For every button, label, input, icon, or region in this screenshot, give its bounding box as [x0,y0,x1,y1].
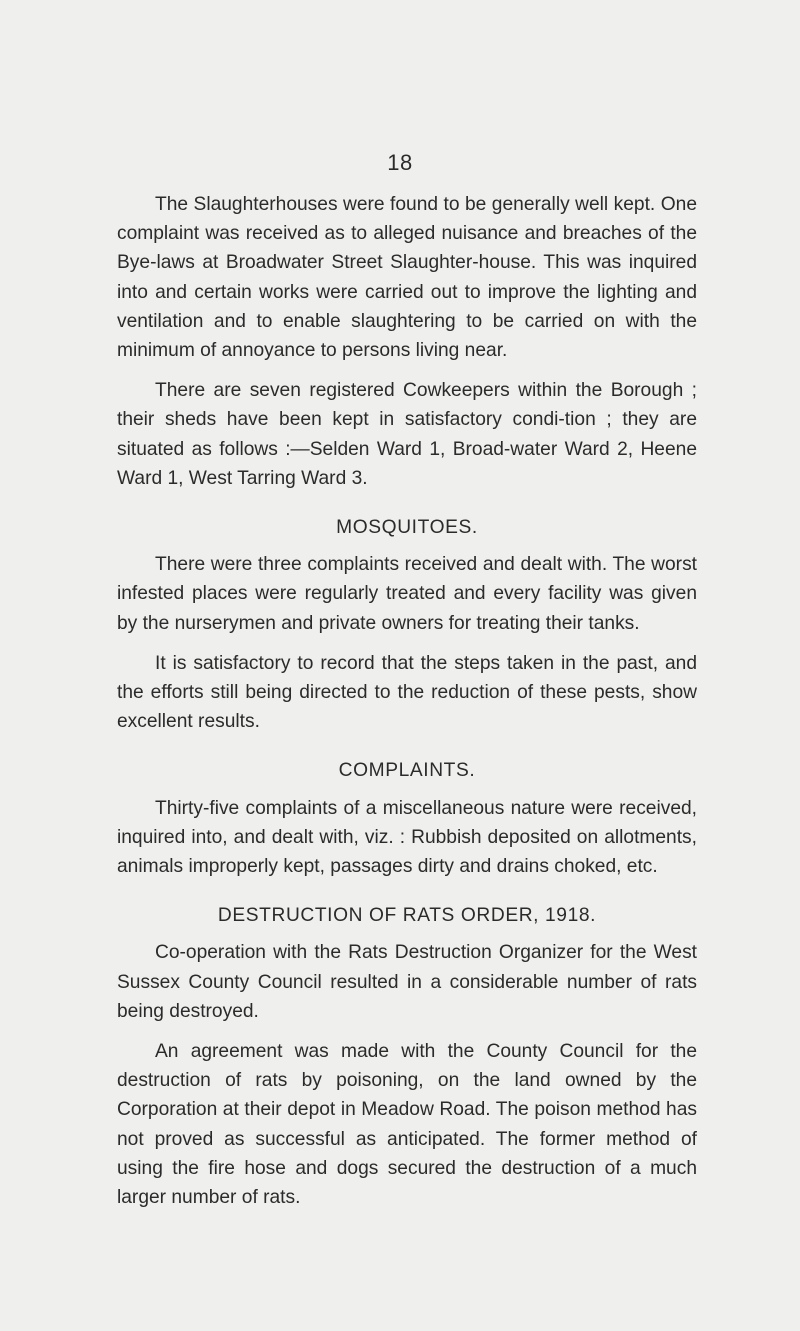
paragraph-rats-cooperation: Co-operation with the Rats Destruction Organizer for the West Sussex County Council resulted in a considerable number of rats being destroyed. [117,942,697,1022]
heading-mosquitoes: MOSQUITOES. [336,517,478,539]
paragraph-mosquito-results: It is satisfactory to record that the steps taken in the past, and the efforts still being directed to the reduction of these pests, show excellent results. [117,652,697,733]
page-number: 18 [387,150,413,175]
paragraph-mosquito-complaints: There were three complaints received and dealt with. The worst infested places were regularly treated and every facility was given by the nurserymen and private owners for treating their tanks. [117,554,697,634]
paragraph-complaints: Thirty-five complaints of a miscellaneous nature were received, inquired into, and dealt with, viz. : Rubbish deposited on allotments, animals improperly kept, passages dirty and drains choked, etc. [117,797,697,878]
heading-complaints: COMPLAINTS. [338,760,476,782]
heading-rats-order: DESTRUCTION OF RATS ORDER, 1918. [217,905,597,927]
document-body [117,190,697,1223]
paragraph-rats-agreement: An agreement was made with the County Council for the destruction of rats by poisoning, on the land owned by the Corporation at their depot in Meadow Road. The poison method has not proved as successful as anticipated. The former method of using the fire hose and dogs secured the destruction of a much larger number of rats. [117,1041,697,1209]
paragraph-cowkeepers: There are seven registered Cowkeepers within the Borough ; their sheds have been kept in satisfactory condi-tion ; they are situated as follows :—Selden Ward 1, Broad-water Ward 2, Heene Ward 1, West Tarring Ward 3. [117,380,697,489]
paragraph-slaughterhouses: The Slaughterhouses were found to be generally well kept. One complaint was received as to alleged nuisance and breaches of the Bye-laws at Broadwater Street Slaughter-house. This was inquired into and certain works were carried out to improve the lighting and ventilation and to enable slaughtering to be carried on with the minimum of annoyance to persons living near. [117,194,697,362]
